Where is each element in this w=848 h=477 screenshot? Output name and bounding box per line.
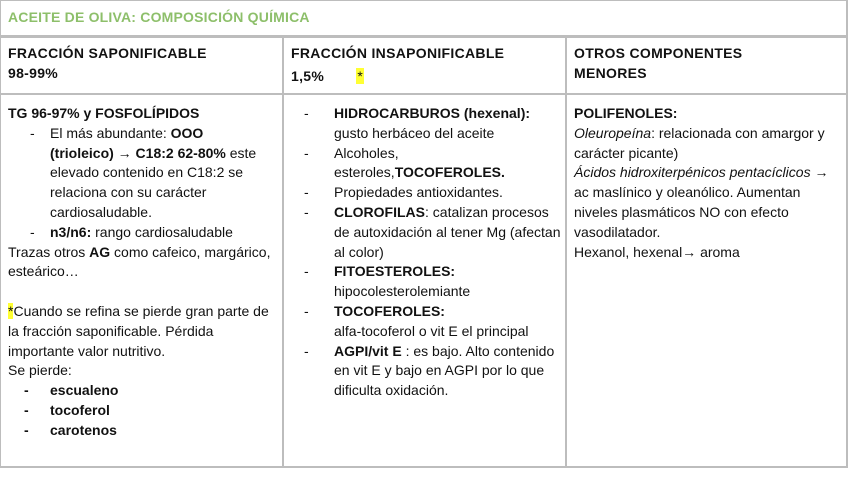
table-border-bottom — [0, 466, 848, 468]
list-dash: - — [30, 124, 35, 141]
table-border-left — [0, 0, 1, 468]
lost-item: - carotenos — [24, 421, 117, 438]
polyphenols-heading: POLIFENOLES: — [574, 105, 678, 121]
tg-heading: TG 96-97% y FOSFOLÍPIDOS — [8, 105, 200, 121]
list-dash: - — [30, 223, 35, 240]
lost-list — [8, 381, 276, 440]
header-saponifiable — [8, 43, 278, 83]
list-item-chlorophylls: - CLOROFILAS: catalizan procesos de autoxidación al tener Mg (afectan al color) — [304, 203, 561, 260]
unsaponifiable-cell — [284, 104, 562, 401]
header-unsaponifiable-percent: 1,5% — [291, 68, 325, 84]
list-item-alcohols: - Alcoholes, esteroles,TOCOFEROLES. — [304, 144, 505, 181]
table-rule-title — [0, 35, 848, 38]
triterpenic-acids-text: Ácidos hidroxiterpénicos pentacíclicos → ac maslínico y oleanólico. Aumentan niveles plasmáticos NO con efecto vasodilatador. — [574, 164, 829, 240]
header-other-label-1: OTROS COMPONENTES — [574, 45, 743, 61]
refining-note: *Cuando se refina se pierde gran parte de la fracción saponificable. Pérdida importante valor nutritivo. — [8, 302, 269, 359]
saponifiable-cell — [8, 104, 276, 441]
oleuropein-text: Oleuropeína: relacionada con amargor y carácter picante) — [574, 124, 825, 161]
header-saponifiable-label: FRACCIÓN SAPONIFICABLE — [8, 45, 207, 61]
header-saponifiable-percent: 98-99% — [8, 65, 59, 81]
traces-text: Trazas otros AG como cafeico, margárico, esteárico… — [8, 243, 271, 280]
list-item-ooo: - El más abundante: OOO (trioleico) → C18:2 62-80% este elevado contenido en C18:2 se relaciona con su carácter cardiosaludable. — [30, 124, 257, 220]
asterisk-highlight: * — [357, 68, 364, 84]
other-components-cell — [574, 104, 842, 262]
unsaponifiable-list — [284, 104, 562, 401]
aroma-text: Hexanol, hexenal→ aroma — [574, 243, 740, 260]
list-item-phytosterols: - FITOESTEROLES: hipocolesterolemiante — [304, 263, 471, 300]
list-item-antioxidants: - Propiedades antioxidantes. — [304, 184, 503, 201]
table-border-top — [0, 0, 848, 1]
tg-list — [8, 124, 276, 243]
list-item-tocopherols: - TOCOFEROLES: alfa-tocoferol o vit E el principal — [304, 302, 529, 339]
list-item-n3n6: - n3/n6: rango cardiosaludable — [8, 223, 276, 243]
asterisk-highlight: * — [8, 302, 14, 319]
list-item-hydrocarbons: - HIDROCARBUROS (hexenal): gusto herbáceo del aceite — [304, 105, 531, 141]
lost-item: - tocoferol — [24, 401, 110, 418]
list-item-agpi: - AGPI/vit E : es bajo. Alto contenido en vit E y bajo en AGPI por lo que dificulta oxidación. — [304, 342, 555, 399]
header-unsaponifiable-percent-line — [291, 66, 561, 86]
header-unsaponifiable — [291, 43, 561, 86]
column-divider-2 — [565, 37, 567, 468]
header-unsaponifiable-label: FRACCIÓN INSAPONIFICABLE — [291, 45, 505, 61]
table-rule-header — [0, 93, 848, 95]
document-title: ACEITE DE OLIVA: COMPOSICIÓN QUÍMICA — [8, 9, 310, 25]
lost-item: - escualeno — [24, 382, 119, 399]
header-other-components — [574, 43, 842, 83]
header-other-label-2: MENORES — [574, 65, 647, 81]
lost-label: Se pierde: — [8, 362, 72, 379]
